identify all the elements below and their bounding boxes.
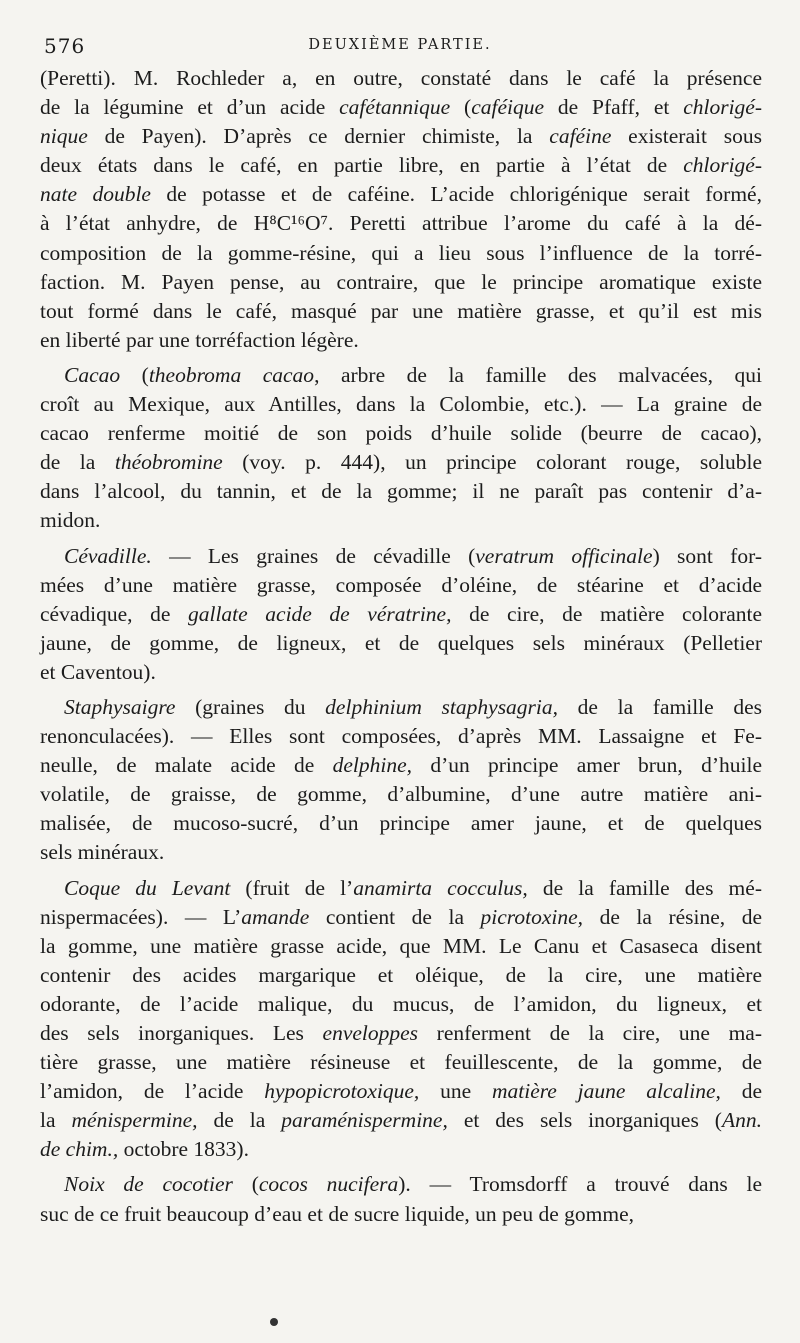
- italic-term: chlorigé-: [683, 153, 762, 178]
- italic-term: enveloppes: [322, 1021, 419, 1045]
- text-line: [40, 1170, 762, 1199]
- text-line: [40, 326, 762, 355]
- italic-term: de chim.,: [40, 1137, 119, 1162]
- text-line: [40, 1200, 762, 1229]
- text-run: malisée, de mucoso-sucré, d’un principe amer jaune, et de quelques: [40, 811, 762, 836]
- text-line: [40, 809, 762, 838]
- text-run: volatile, de graisse, de gomme, d’albumine, d’une autre matière ani-: [40, 782, 762, 807]
- text-run: de la famille des mé-: [527, 875, 762, 900]
- text-run: ) sont for-: [652, 543, 762, 568]
- italic-term: Ann.: [721, 1108, 762, 1133]
- text-run: de potasse et de caféine. L’acide chlorigénique serait formé,: [150, 182, 762, 207]
- italic-term: caféique: [471, 95, 545, 120]
- text-line: [40, 780, 762, 809]
- text-line: [40, 961, 762, 990]
- text-line: [40, 209, 762, 238]
- text-run: une: [419, 1079, 492, 1104]
- text-line: [40, 64, 762, 93]
- text-run: cévadique, de: [40, 601, 188, 626]
- text-line: [40, 658, 762, 687]
- italic-term: veratrum officinale: [475, 543, 653, 568]
- text-run: de cire, de matière colorante: [451, 601, 763, 626]
- italic-term: paraménispermine,: [281, 1108, 448, 1133]
- text-run: faction. M. Payen pense, au contraire, que le principe aromatique existe: [40, 269, 762, 294]
- text-line: [40, 990, 762, 1019]
- text-run: croît au Mexique, aux Antilles, dans la Colombie, etc.). — La graine de: [40, 392, 762, 417]
- italic-term: cocos nucifera: [258, 1172, 399, 1197]
- text-run: composition de la gomme-résine, qui a lieu sous l’influence de la torré-: [40, 240, 762, 265]
- text-run: mées d’une matière grasse, composée d’oléine, de stéarine et d’acide: [40, 572, 762, 597]
- text-run: midon.: [40, 508, 101, 533]
- text-line: [40, 722, 762, 751]
- text-run: renferment de la cire, une ma-: [418, 1021, 762, 1045]
- text-run: la: [40, 1108, 72, 1133]
- text-run: de: [720, 1079, 763, 1104]
- text-line: [40, 1135, 762, 1164]
- text-run: à l’état anhydre, de H⁸C¹⁶O⁷. Peretti attribue l’arome du café à la dé-: [40, 211, 762, 236]
- text-line: [40, 1077, 762, 1106]
- text-run: — Les graines de cévadille (: [151, 543, 476, 568]
- text-run: renonculacées). — Elles sont composées, d’après MM. Lassaigne et Fe-: [40, 724, 762, 749]
- text-run: existerait sous: [611, 124, 762, 149]
- text-run: des sels inorganiques. Les: [40, 1021, 323, 1045]
- italic-term: Coque du Levant: [64, 875, 231, 900]
- text-run: (graines du: [175, 694, 326, 719]
- text-run: (: [120, 362, 149, 387]
- text-line: [40, 268, 762, 297]
- text-run: la gomme, une matière grasse acide, que MM. Le Canu et Casaseca disent: [40, 933, 762, 958]
- text-line: [40, 297, 762, 326]
- page-number: 576: [44, 34, 86, 58]
- text-line: [40, 390, 762, 419]
- text-line: [40, 419, 762, 448]
- text-line: [40, 903, 762, 932]
- text-run: neulle, de malate acide de: [40, 753, 333, 778]
- text-run: de la légumine et d’un acide: [40, 95, 340, 120]
- text-line: [40, 239, 762, 268]
- italic-term: amande: [241, 904, 310, 929]
- text-run: , arbre de la famille des malvacées, qui: [314, 362, 762, 387]
- text-line: [40, 1048, 762, 1077]
- text-line: [40, 151, 762, 180]
- text-run: l’amidon, de l’acide: [40, 1079, 265, 1104]
- text-run: de la famille des: [558, 694, 762, 719]
- text-line: [40, 571, 762, 600]
- italic-term: picrotoxine,: [480, 904, 584, 929]
- italic-term: ménispermine,: [71, 1108, 198, 1133]
- text-run: contenir des acides margarique et oléique, de la cire, une matière: [40, 962, 762, 987]
- italic-term: nate double: [40, 182, 151, 207]
- text-line: [40, 93, 762, 122]
- body-text: [40, 64, 762, 1229]
- text-run: de Pfaff, et: [544, 95, 684, 120]
- text-run: (fruit de l’: [230, 875, 354, 900]
- text-line: [40, 693, 762, 722]
- text-run: ). — Tromsdorff a trouvé dans le: [398, 1172, 762, 1197]
- text-line: [40, 180, 762, 209]
- text-run: de la: [40, 450, 115, 475]
- italic-term: Cévadille.: [64, 543, 152, 568]
- text-run: et des sels inorganiques (: [447, 1108, 722, 1133]
- italic-term: cafétannique: [339, 95, 451, 120]
- text-line: [40, 1019, 762, 1048]
- text-run: (: [450, 95, 472, 120]
- running-head: DEUXIÈME PARTIE.: [308, 37, 492, 53]
- italic-term: théobromine: [114, 450, 223, 475]
- page-header: [40, 28, 760, 62]
- text-run: jaune, de gomme, de ligneux, et de quelques sels minéraux (Pelletier: [40, 630, 762, 655]
- text-line: [40, 600, 762, 629]
- text-run: odorante, de l’acide malique, du mucus, de l’amidon, du ligneux, et: [40, 991, 762, 1016]
- italic-term: matière jaune alcaline,: [491, 1079, 721, 1104]
- text-line: [40, 361, 762, 390]
- text-run: suc de ce fruit beaucoup d’eau et de sucre liquide, un peu de gomme,: [40, 1201, 635, 1226]
- text-run: et Caventou).: [40, 659, 156, 684]
- italic-term: delphinium staphysagria,: [325, 694, 559, 719]
- text-run: deux états dans le café, en partie libre, en partie à l’état de: [40, 153, 684, 178]
- text-line: [40, 1106, 762, 1135]
- text-run: cacao renferme moitié de son poids d’huile solide (beurre de cacao),: [40, 421, 762, 446]
- text-line: [40, 542, 762, 571]
- text-run: d’un principe amer brun, d’huile: [412, 753, 762, 778]
- text-run: nispermacées). — L’: [40, 904, 242, 929]
- italic-term: hypopicrotoxique,: [264, 1079, 420, 1104]
- text-run: de la résine, de: [583, 904, 762, 929]
- text-line: [40, 751, 762, 780]
- text-run: (voy. p. 444), un principe colorant rouge, soluble: [222, 450, 762, 475]
- text-run: en liberté par une torréfaction légère.: [40, 327, 359, 352]
- text-line: [40, 629, 762, 658]
- text-run: tière grasse, une matière résineuse et feuillescente, de la gomme, de: [40, 1050, 762, 1075]
- text-run: de la: [197, 1108, 282, 1133]
- text-run: dans l’alcool, du tannin, et de la gomme; il ne paraît pas contenir d’a-: [40, 479, 762, 504]
- page-mark: [270, 1318, 278, 1326]
- italic-term: delphine,: [332, 753, 413, 778]
- text-run: (Peretti). M. Rochleder a, en outre, constaté dans le café la présence: [40, 66, 762, 90]
- text-run: tout formé dans le café, masqué par une matière grasse, et qu’il est mis: [40, 298, 762, 323]
- text-line: [40, 932, 762, 961]
- text-line: [40, 477, 762, 506]
- text-run: octobre 1833).: [118, 1137, 249, 1162]
- text-run: contient de la: [309, 904, 481, 929]
- italic-term: chlorigé-: [683, 95, 762, 120]
- text-line: [40, 838, 762, 867]
- text-line: [40, 122, 762, 151]
- text-run: de Payen). D’après ce dernier chimiste, la: [87, 124, 550, 149]
- text-run: (: [232, 1172, 259, 1197]
- text-line: [40, 506, 762, 535]
- italic-term: nique: [40, 124, 88, 149]
- italic-term: Cacao: [64, 362, 121, 387]
- text-line: [40, 448, 762, 477]
- text-run: sels minéraux.: [40, 840, 165, 865]
- italic-term: gallate acide de vératrine,: [187, 601, 452, 626]
- italic-term: anamirta cocculus,: [353, 875, 528, 900]
- italic-term: Noix de cocotier: [64, 1172, 233, 1197]
- italic-term: caféine: [549, 124, 612, 149]
- text-line: [40, 874, 762, 903]
- italic-term: Staphysaigre: [64, 694, 176, 719]
- italic-term: theobroma cacao: [148, 362, 315, 387]
